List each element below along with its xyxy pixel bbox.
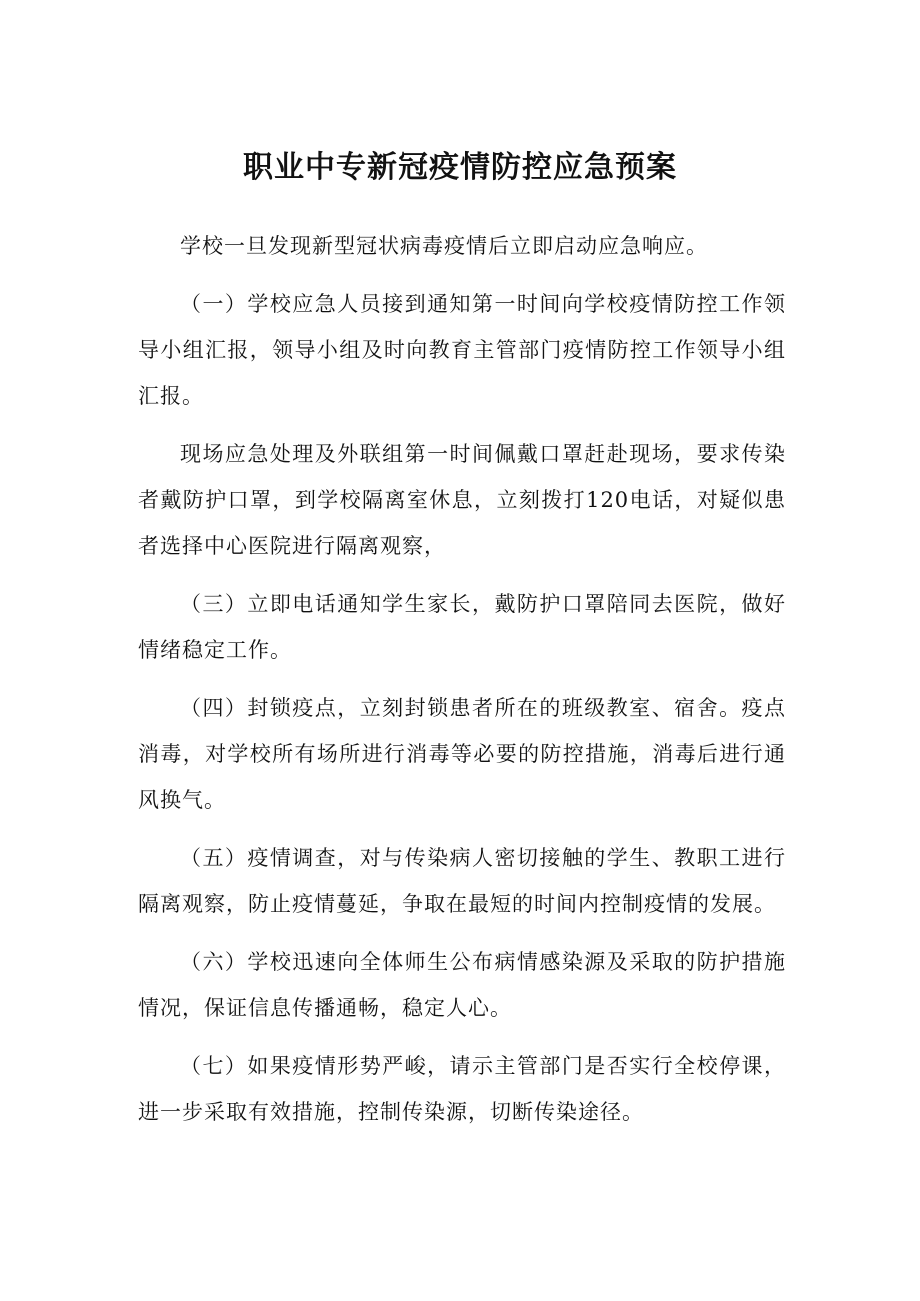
paragraph-item-4: （四）封锁疫点，立刻封锁患者所在的班级教室、宿舍。疫点消毒，对学校所有场所进行消毒等必要的防控措施，消毒后进行通风换气。 bbox=[138, 696, 786, 812]
paragraph-item-7: （七）如果疫情形势严峻，请示主管部门是否实行全校停课，进一步采取有效措施，控制传染源，切断传染途径。 bbox=[138, 1054, 786, 1124]
paragraph-item-3: （三）立即电话通知学生家长，戴防护口罩陪同去医院，做好情绪稳定工作。 bbox=[138, 592, 786, 662]
paragraph-intro: 学校一旦发现新型冠状病毒疫情后立即启动应急响应。 bbox=[180, 234, 708, 258]
paragraph-item-5: （五）疫情调查，对与传染病人密切接触的学生、教职工进行隔离观察，防止疫情蔓延，争取在最短的时间内控制疫情的发展。 bbox=[138, 846, 786, 916]
paragraph-item-6: （六）学校迅速向全体师生公布病情感染源及采取的防护措施情况，保证信息传播通畅，稳定人心。 bbox=[138, 950, 786, 1020]
paragraph-item-1: （一）学校应急人员接到通知第一时间向学校疫情防控工作领导小组汇报，领导小组及时向教育主管部门疫情防控工作领导小组汇报。 bbox=[138, 292, 786, 408]
paragraph-onsite-response: 现场应急处理及外联组第一时间佩戴口罩赶赴现场，要求传染者戴防护口罩，到学校隔离室休息，立刻拨打120电话，对疑似患者选择中心医院进行隔离观察， bbox=[138, 442, 786, 558]
document-body bbox=[138, 223, 786, 1147]
document-title: 职业中专新冠疫情防控应急预案 bbox=[243, 150, 677, 185]
